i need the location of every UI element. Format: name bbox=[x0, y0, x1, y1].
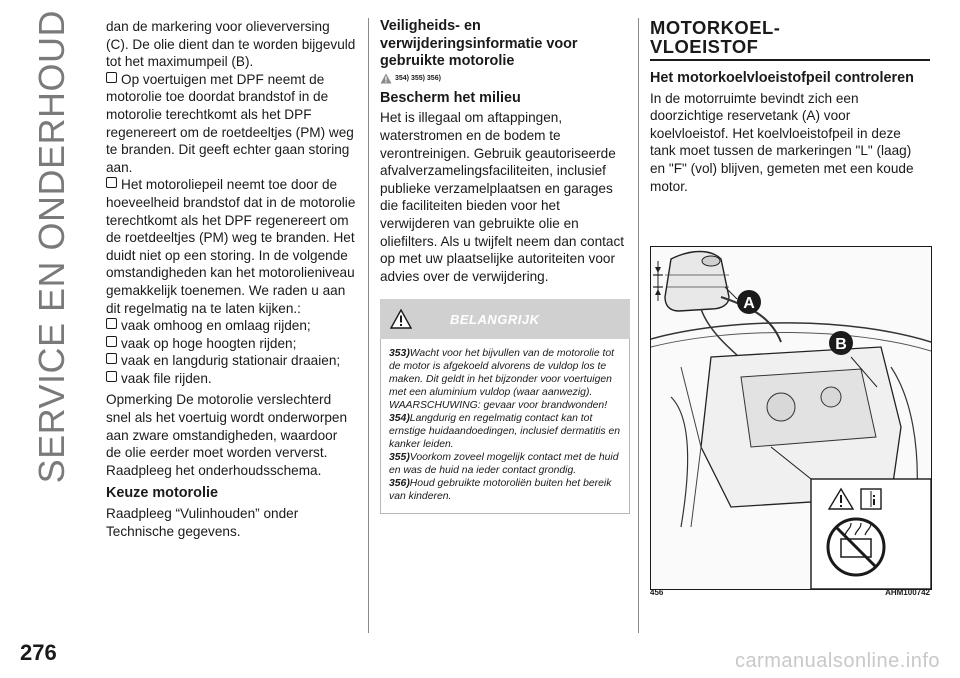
checkbox-bullet-icon bbox=[106, 72, 117, 83]
checkbox-bullet-icon bbox=[106, 318, 117, 329]
column-3 bbox=[650, 18, 930, 195]
heading-koelvloeistofpeil: Het motorkoelvloeistofpeil controleren bbox=[650, 70, 914, 86]
paragraph: Raadpleeg “Vulinhouden” onder Technische gegevens. bbox=[106, 506, 299, 539]
checkbox-bullet-icon bbox=[106, 353, 117, 364]
warning-item: 355)Voorkom zoveel mogelijk contact met de huid en was de huid na ieder contact grondig. bbox=[389, 452, 619, 477]
checkbox-bullet-icon bbox=[106, 177, 117, 188]
warning-triangle-icon bbox=[390, 309, 412, 329]
watermark: carmanualsonline.info bbox=[734, 650, 940, 672]
reference-line: 354) 355) 356) bbox=[380, 73, 630, 84]
do-not-open-when-hot-icon bbox=[828, 519, 884, 575]
figure-number: 456 bbox=[650, 588, 664, 597]
list-item: vaak file rijden. bbox=[106, 370, 356, 388]
paragraph: Opmerking De motorolie verslechterd snel als het voertuig wordt onderworpen aan zware omstandigheden, waardoor de olie eerder moet worden ververst. Raadpleeg het onderhoudsschema. bbox=[106, 392, 348, 478]
checkbox-bullet-icon bbox=[106, 371, 117, 382]
warning-body bbox=[380, 339, 630, 514]
callout-label-b: B bbox=[835, 336, 847, 353]
engine-bay-figure bbox=[650, 246, 932, 590]
engine-bay-illustration bbox=[651, 247, 931, 589]
section-side-title: SERVICE EN ONDERHOUD bbox=[31, 10, 72, 484]
heading-rule bbox=[650, 59, 930, 61]
paragraph: Het is illegaal om aftappingen, waterstromen en de bodem te verontreinigen. Gebruik geautoriseerde afvalverzamelingsfaciliteiten, inclusief publieke verzamelplaatsen en garages die faciliteiten bieden voor het verwijderen van gebruikte olie en oliefilters. Als u twijfelt neem dan contact op met uw plaatselijke autoriteiten voor advies over de verwijdering. bbox=[380, 110, 625, 284]
list-item: vaak omhoog en omlaag rijden; bbox=[106, 317, 356, 335]
heading-safety-info: Veiligheids- en verwijderingsinformatie voor gebruikte motorolie bbox=[380, 18, 578, 70]
manual-book-icon bbox=[861, 489, 881, 509]
heading-keuze-motorolie: Keuze motorolie bbox=[106, 485, 218, 502]
warning-item: 354)Langdurig en regelmatig contact kan tot ernstige huidaandoedingen, inclusief dermatitis en kanker leiden. bbox=[389, 413, 621, 451]
figure-caption bbox=[650, 588, 930, 602]
list-item: vaak en langdurig stationair draaien; bbox=[106, 352, 356, 370]
column-divider bbox=[368, 18, 369, 633]
page-number: 276 bbox=[20, 640, 57, 665]
paragraph: In de motorruimte bevindt zich een doorzichtige reservetank (A) voor koelvloeistof. Het koelvloeistofpeil in deze tank moet tussen de markeringen "L" (laag) en "F" (vol) blijven, gemeten met een koude motor. bbox=[650, 90, 914, 194]
warning-item: 353)Wacht voor het bijvullen van de motorolie tot de motor is afgekoeld alvorens de vuldop los te maken. Dit geldt in het bijzonder voor voertuigen met een aluminium vuldop (waar aanwezig). WAARSCHUWING: gevaar voor brandwonden! bbox=[389, 348, 615, 412]
list-item: Het motoroliepeil neemt toe door de hoeveelheid brandstof dat in de motorolie terechtkomt als het DPF regenereert om de roetdeeltjes (PM) weg te branden. Het duidt niet op een storing. In de volgende omstandigheden kan het motorolieniveau gemakkelijk toenemen. We raden u aan dit regelmatig na te laten kijken.: bbox=[106, 177, 356, 316]
checkbox-bullet-icon bbox=[106, 336, 117, 347]
warning-title: BELANGRIJK bbox=[450, 311, 540, 327]
warning-triangle-icon bbox=[380, 73, 392, 84]
warning-item: 356)Houd gebruikte motoroliën buiten het bereik van kinderen. bbox=[389, 478, 612, 503]
callout-label-a: A bbox=[743, 295, 755, 312]
column-2 bbox=[380, 18, 630, 514]
column-1 bbox=[106, 18, 356, 540]
column-divider bbox=[638, 18, 639, 633]
heading-bescherm-milieu: Bescherm het milieu bbox=[380, 89, 521, 106]
figure-code: AHM100742 bbox=[885, 588, 930, 597]
warning-header bbox=[380, 299, 630, 339]
paragraph: dan de markering voor olieverversing (C). De olie dient dan te worden bijgevuld tot het maximumpeil (B). bbox=[106, 19, 356, 70]
list-item: Op voertuigen met DPF neemt de motorolie toe doordat brandstof in de motorolie terechtkomt als het DPF regenereert om de roetdeeltjes (PM) weg te branden. Dit geeft echter gaan storing aan. bbox=[106, 71, 354, 175]
heading-motorkoelvloeistof: MOTORKOEL- VLOEISTOF bbox=[650, 17, 781, 57]
list-item: vaak op hoge hoogten rijden; bbox=[106, 335, 356, 353]
